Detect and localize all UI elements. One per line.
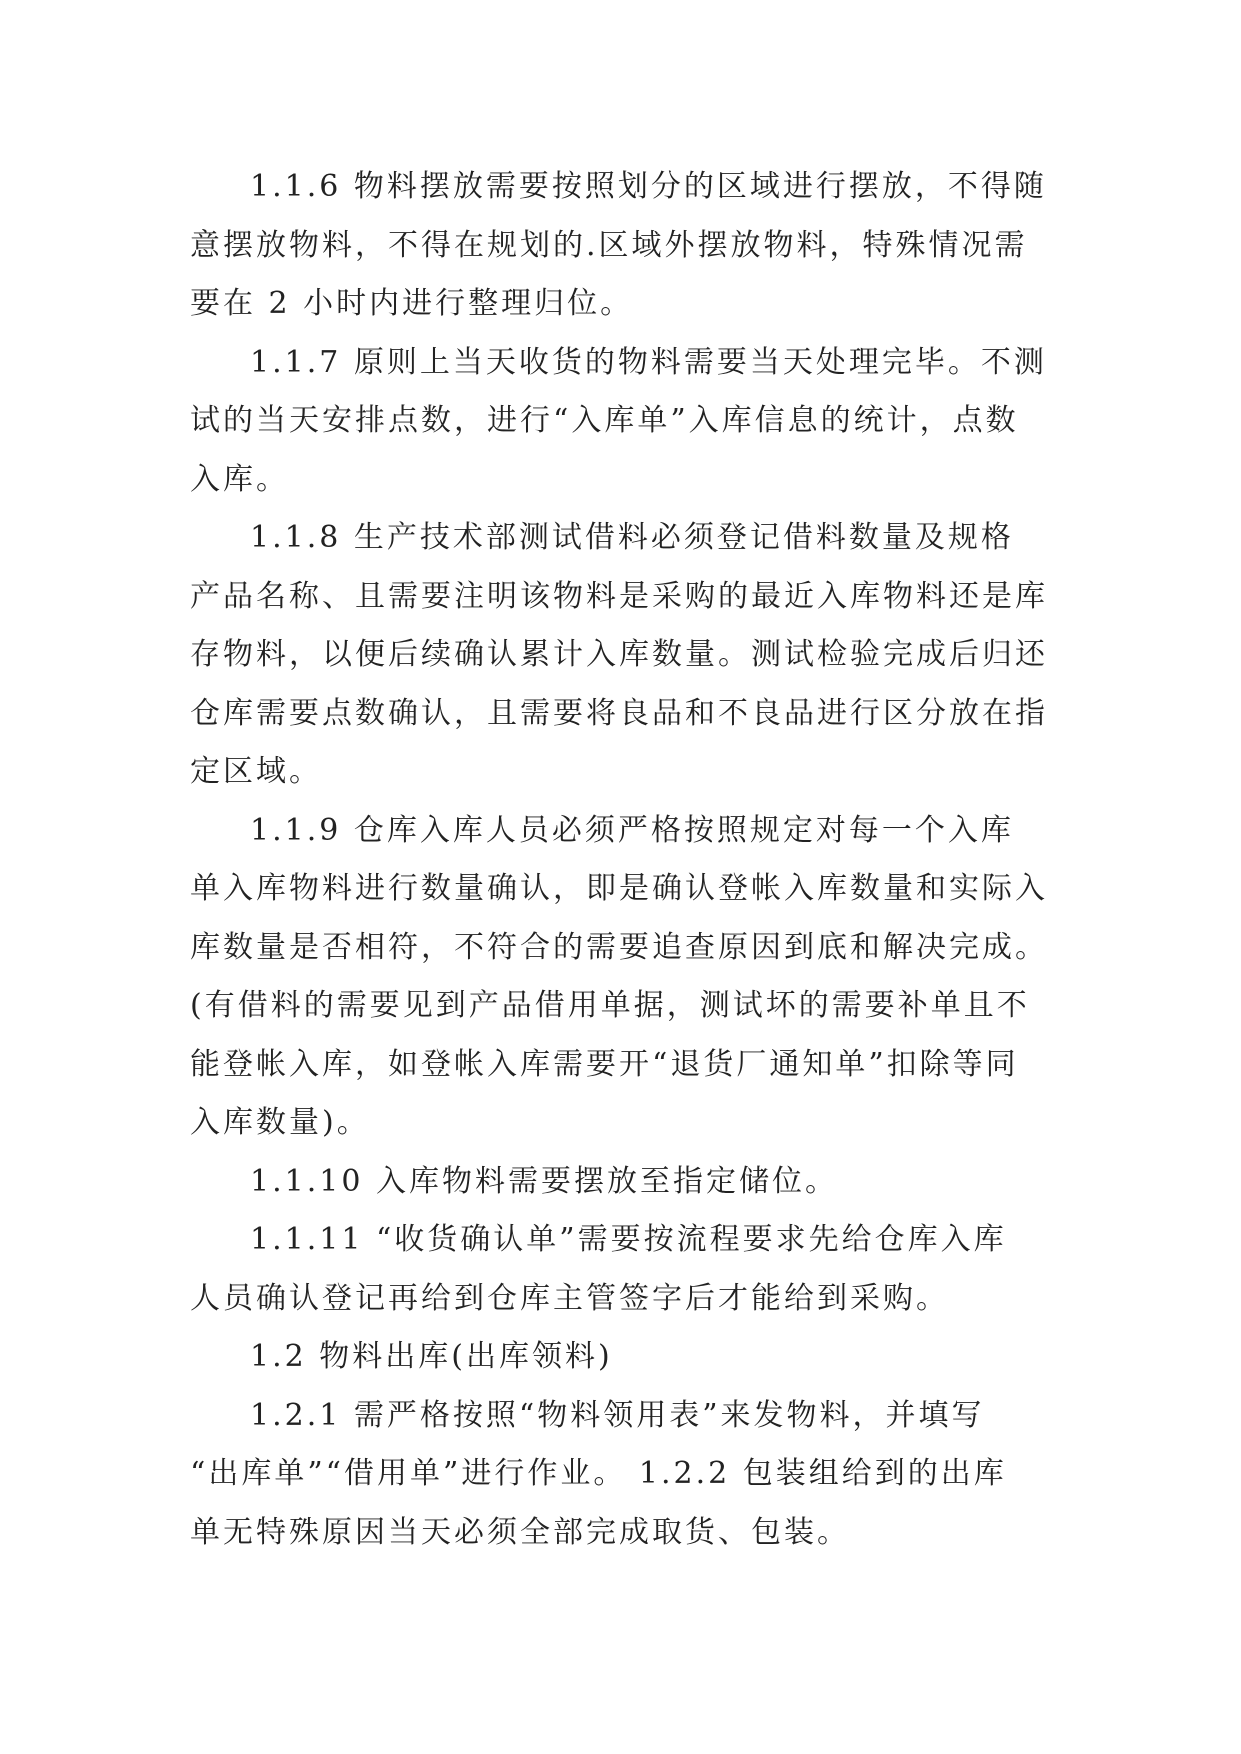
text-line: 能登帐入库，如登帐入库需要开“退货厂通知单”扣除等同: [190, 1046, 1019, 1082]
paragraph-1-1-11: [190, 1211, 1070, 1328]
text-line: 存物料，以便后续确认累计入库数量。测试检验完成后归还: [190, 637, 1048, 672]
text-line: 定区域。: [190, 754, 322, 789]
text-line: 库数量是否相符，不符合的需要追查原因到底和解决完成。: [190, 929, 1048, 965]
text-line: 仓库需要点数确认，且需要将良品和不良品进行区分放在指: [190, 695, 1048, 731]
text-line: 人员确认登记再给到仓库主管签字后才能给到采购。: [190, 1280, 949, 1316]
text-line: 单入库物料进行数量确认，即是确认登帐入库数量和实际入: [190, 871, 1048, 906]
section-heading-1-2: [190, 1328, 1070, 1387]
paragraph-1-1-8: [190, 509, 1070, 802]
text-line: 产品名称、且需要注明该物料是采购的最近入库物料还是库: [190, 578, 1048, 614]
text-line: 1.2 物料出库(出库领料): [250, 1339, 613, 1374]
text-line: 1.1.6 物料摆放需要按照划分的区域进行摆放，不得随: [250, 169, 1047, 204]
text-line: “出库单”“借用单”进行作业。 1.2.2 包装组给到的出库: [190, 1456, 1007, 1491]
paragraph-1-1-9: [190, 802, 1070, 1153]
text-line: 1.1.11 “收货确认单”需要按流程要求先给仓库入库: [250, 1222, 1007, 1257]
text-line: (有借料的需要见到产品借用单据，测试坏的需要补单且不: [190, 988, 1030, 1023]
text-line: 1.1.10 入库物料需要摆放至指定储位。: [250, 1163, 838, 1199]
text-line: 1.1.9 仓库入库人员必须严格按照规定对每一个入库: [250, 812, 1014, 848]
paragraph-1-1-6: [190, 158, 1070, 334]
paragraph-1-1-10: [190, 1153, 1070, 1212]
paragraph-1-2-1: [190, 1387, 1070, 1563]
text-line: 1.1.8 生产技术部测试借料必须登记借料数量及规格: [250, 520, 1014, 555]
paragraph-1-1-7: [190, 334, 1070, 510]
text-line: 要在 2 小时内进行整理归位。: [190, 286, 634, 321]
text-line: 1.1.7 原则上当天收货的物料需要当天处理完毕。不测: [250, 344, 1047, 380]
text-line: 意摆放物料，不得在规划的.区域外摆放物料，特殊情况需: [190, 227, 1028, 263]
document-body: [190, 158, 1070, 1562]
text-line: 试的当天安排点数，进行“入库单”入库信息的统计，点数: [190, 403, 1019, 438]
text-line: 入库数量)。: [190, 1105, 370, 1140]
text-line: 单无特殊原因当天必须全部完成取货、包装。: [190, 1514, 850, 1550]
text-line: 入库。: [190, 461, 289, 497]
text-line: 1.2.1 需严格按照“物料领用表”来发物料，并填写: [250, 1397, 985, 1433]
